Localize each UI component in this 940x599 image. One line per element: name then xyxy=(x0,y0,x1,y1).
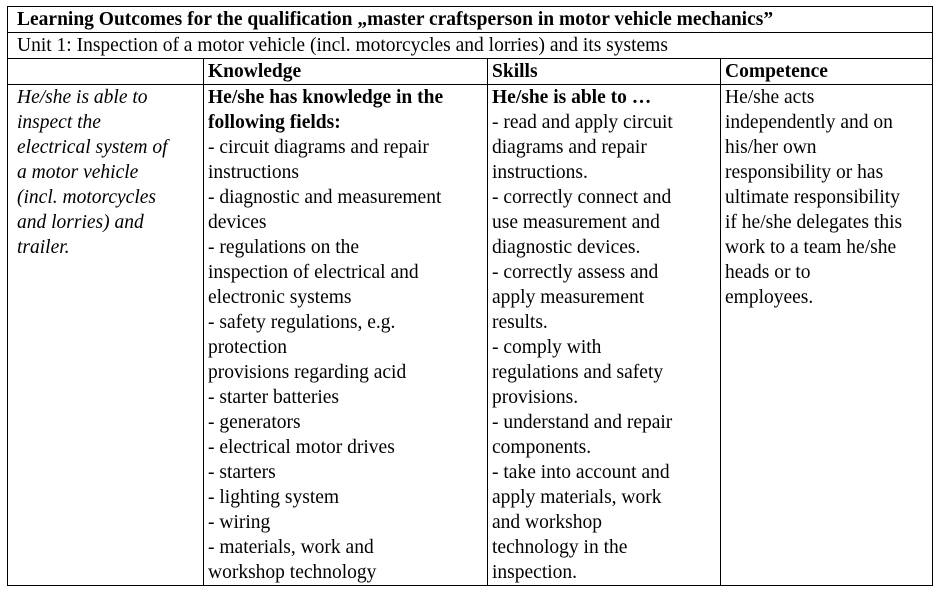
skills-line: - correctly assess and xyxy=(492,262,659,283)
skills-line: apply measurement xyxy=(492,287,645,308)
knowledge-line: workshop technology xyxy=(208,562,377,583)
outcome-line: a motor vehicle xyxy=(17,162,139,183)
outcome-line: (incl. motorcycles xyxy=(17,187,156,208)
skills-line: - understand and repair xyxy=(492,412,673,433)
outcome-line: and lorries) and xyxy=(17,212,144,233)
knowledge-cell xyxy=(204,85,488,586)
competence-line: his/her own xyxy=(725,137,817,158)
unit-heading: Unit 1: Inspection of a motor vehicle (incl. motorcycles and lorries) and its systems xyxy=(8,33,933,59)
skills-line: and workshop xyxy=(492,512,602,533)
competence-line: if he/she delegates this xyxy=(725,212,903,233)
skills-line: diagnostic devices. xyxy=(492,237,641,258)
skills-cell xyxy=(488,85,721,586)
knowledge-line: protection xyxy=(208,337,288,358)
knowledge-line: - diagnostic and measurement xyxy=(208,187,442,208)
skills-line: provisions. xyxy=(492,387,579,408)
header-knowledge: Knowledge xyxy=(204,59,488,85)
knowledge-line: - wiring xyxy=(208,512,271,533)
knowledge-line: inspection of electrical and xyxy=(208,262,419,283)
competence-line: responsibility or has xyxy=(725,162,884,183)
header-outcome xyxy=(8,59,204,85)
knowledge-line: devices xyxy=(208,212,267,233)
skills-line: - comply with xyxy=(492,337,602,358)
knowledge-line: instructions xyxy=(208,162,299,183)
knowledge-line: - starters xyxy=(208,462,276,483)
knowledge-line: - materials, work and xyxy=(208,537,374,558)
outcome-line: inspect the xyxy=(17,112,101,133)
knowledge-line: - electrical motor drives xyxy=(208,437,395,458)
skills-line: instructions. xyxy=(492,162,588,183)
skills-line: technology in the xyxy=(492,537,628,558)
header-skills: Skills xyxy=(488,59,721,85)
competence-line: ultimate responsibility xyxy=(725,187,900,208)
competence-line: work to a team he/she xyxy=(725,237,897,258)
skills-line: - read and apply circuit xyxy=(492,112,673,133)
outcome-cell xyxy=(8,85,204,586)
skills-line: inspection. xyxy=(492,562,578,583)
unit-row xyxy=(8,33,933,59)
skills-line: use measurement and xyxy=(492,212,660,233)
header-row xyxy=(8,59,933,85)
outcome-line: He/she is able to xyxy=(17,87,148,108)
skills-line: regulations and safety xyxy=(492,362,664,383)
title-row xyxy=(8,7,933,33)
competence-cell xyxy=(721,85,933,586)
skills-line: - correctly connect and xyxy=(492,187,672,208)
knowledge-line: - safety regulations, e.g. xyxy=(208,312,396,333)
competence-line: employees. xyxy=(725,287,814,308)
skills-line: results. xyxy=(492,312,548,333)
knowledge-line: - regulations on the xyxy=(208,237,360,258)
competence-line: He/she acts xyxy=(725,87,815,108)
knowledge-line: - lighting system xyxy=(208,487,340,508)
skills-line: - take into account and xyxy=(492,462,670,483)
skills-line: diagrams and repair xyxy=(492,137,647,158)
knowledge-line: - generators xyxy=(208,412,301,433)
skills-line: apply materials, work xyxy=(492,487,662,508)
content-row xyxy=(8,85,933,586)
header-competence: Competence xyxy=(721,59,933,85)
skills-line: components. xyxy=(492,437,592,458)
outcome-line: trailer. xyxy=(17,237,70,258)
competence-line: independently and on xyxy=(725,112,893,133)
knowledge-line: - starter batteries xyxy=(208,387,340,408)
knowledge-intro: following fields: xyxy=(208,112,341,133)
knowledge-line: - circuit diagrams and repair xyxy=(208,137,429,158)
skills-intro: He/she is able to … xyxy=(492,87,652,108)
knowledge-line: provisions regarding acid xyxy=(208,362,407,383)
knowledge-intro: He/she has knowledge in the xyxy=(208,87,444,108)
learning-outcomes-table xyxy=(7,6,933,586)
competence-line: heads or to xyxy=(725,262,811,283)
knowledge-line: electronic systems xyxy=(208,287,352,308)
table-title: Learning Outcomes for the qualification „master craftsperson in motor vehicle mechanics” xyxy=(8,7,933,33)
outcome-line: electrical system of xyxy=(17,137,168,158)
